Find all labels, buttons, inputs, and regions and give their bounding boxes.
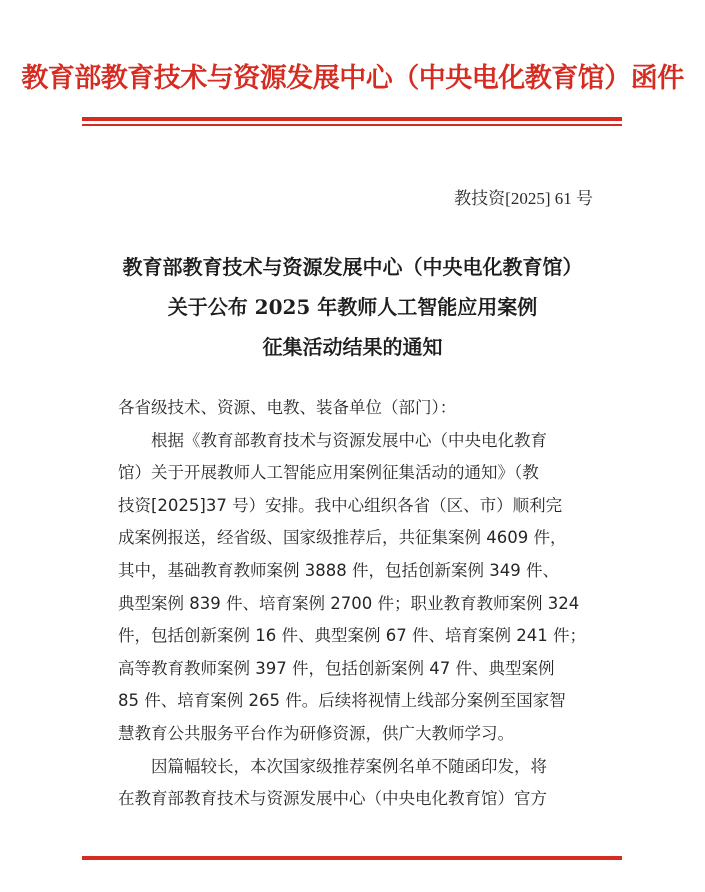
notice-title-line-3: 征集活动结果的通知 [262, 335, 443, 359]
footer-rule [82, 856, 622, 860]
notice-title-line-2: 关于公布 2025 年教师人工智能应用案例 [167, 295, 538, 319]
paragraph1-line: 技资[2025]37 号）安排。我中心组织各省（区、市）顺利完 [118, 495, 563, 515]
letterhead-title: 教育部教育技术与资源发展中心（中央电化教育馆）函件 [21, 63, 684, 94]
paragraph1-line: 慧教育公共服务平台作为研修资源，供广大教师学习。 [118, 723, 514, 743]
paragraph2-line: 在教育部教育技术与资源发展中心（中央电化教育馆）官方 [118, 789, 547, 809]
document-number: 教技资[2025] 61 号 [454, 189, 593, 208]
paragraph1-line: 根据《教育部教育技术与资源发展中心（中央电化教育 [151, 430, 547, 450]
salutation: 各省级技术、资源、电教、装备单位（部门）： [118, 398, 457, 417]
paragraph1-line: 成案例报送，经省级、国家级推荐后，共征集案例 4609 件， [118, 528, 567, 548]
paragraph2-line: 因篇幅较长，本次国家级推荐案例名单不随函印发，将 [151, 756, 547, 776]
letterhead-rule-thick [82, 117, 622, 121]
paragraph1-line: 其中，基础教育教师案例 3888 件，包括创新案例 349 件、 [118, 560, 559, 580]
paragraph1-line: 馆）关于开展教师人工智能应用案例征集活动的通知》（教 [118, 463, 539, 483]
paragraph1-line: 件，包括创新案例 16 件、典型案例 67 件、培育案例 241 件； [118, 626, 586, 646]
notice-title-line-1: 教育部教育技术与资源发展中心（中央电化教育馆） [122, 255, 583, 279]
paragraph1-line: 典型案例 839 件、培育案例 2700 件；职业教育教师案例 324 [118, 593, 580, 613]
paragraph1-line: 高等教育教师案例 397 件，包括创新案例 47 件、典型案例 [118, 658, 555, 678]
notice-body [118, 392, 598, 816]
paragraph1-line: 85 件、培育案例 265 件。后续将视情上线部分案例至国家智 [118, 691, 566, 711]
notice-title [0, 247, 705, 367]
letterhead-rule-thin [82, 124, 622, 126]
